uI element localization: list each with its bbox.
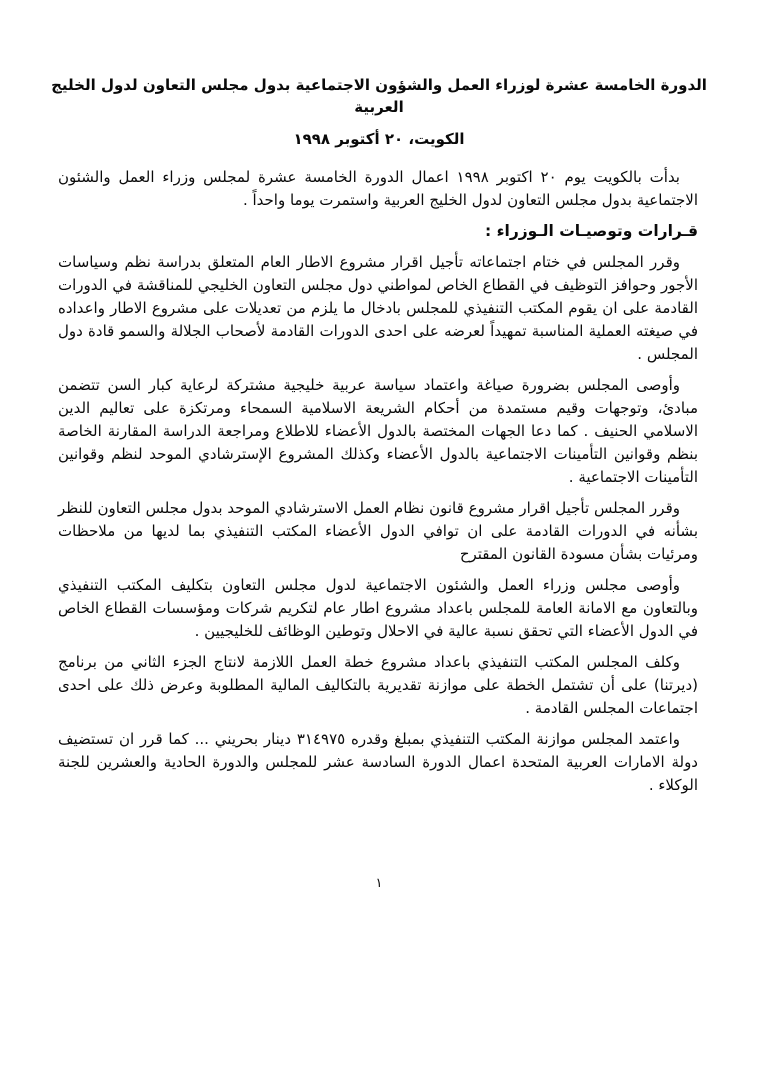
page-footer (0, 872, 758, 891)
intro-paragraph: بدأت بالكويت يوم ٢٠ اكتوبر ١٩٩٨ اعمال الدورة الخامسة عشرة لمجلس وزراء العمل والشئون الاجتماعية بدول مجلس التعاون لدول الخليج العربية واستمرت يوما واحداً . (58, 168, 698, 209)
body-paragraph-1: وقرر المجلس في ختام اجتماعاته تأجيل اقرار مشروع الاطار العام المتعلق بدراسة نظم وسياسات الأجور وحوافز التوظيف في القطاع الخاص لمواطني دول مجلس التعاون الخليجي للمناقشة في الدورات القادمة على ان يقوم المكتب التنفيذي للمجلس بادخال ما يلزم من تعديلات على مشروع الاطار واعداده في صيغته العملية المناسبة تمهيداً لعرضه على احدى الدورات القادمة لأصحاب الجلالة والسمو قادة دول المجلس . (58, 253, 698, 363)
page-number: ١ (375, 876, 383, 891)
document-title: الدورة الخامسة عشرة لوزراء العمل والشؤون الاجتماعية بدول مجلس التعاون لدول الخليج العربية (51, 76, 707, 116)
body-paragraph-6: واعتمد المجلس موازنة المكتب التنفيذي بمبلغ وقدره ٣١٤٩٧٥ دينار بحريني ... كما قرر ان تستضيف دولة الامارات العربية المتحدة اعمال الدورة السادسة عشر للمجلس والدورة الحادية والعشرين للجنة الوكلاء . (58, 730, 698, 794)
body-paragraph-4: وأوصى مجلس وزراء العمل والشئون الاجتماعية لدول مجلس التعاون بتكليف المكتب التنفيذي وبالتعاون مع الامانة العامة للمجلس باعداد مشروع اطار عام لتكريم شركات ومؤسسات القطاع الخاص في الدول الأعضاء التي تحقق نسبة عالية في الاحلال وتوطين الوظائف للخليجيين . (58, 576, 698, 640)
body-paragraph-5: وكلف المجلس المكتب التنفيذي باعداد مشروع خطة العمل اللازمة لانتاج الجزء الثاني من برنامج (ديرتنا) على أن تشتمل الخطة على موازنة تقديرية بالتكاليف المالية المطلوبة وعرض ذلك على احدى اجتماعات المجلس القادمة . (58, 653, 698, 717)
body-paragraph-3: وقرر المجلس تأجيل اقرار مشروع قانون نظام العمل الاسترشادي الموحد بدول مجلس التعاون للنظر بشأنه في الدورات القادمة على ان توافي الدول الأعضاء المكتب التنفيذي بما لديها من ملاحظات ومرئيات بشأن مسودة القانون المقترح (58, 499, 698, 563)
document-header (0, 0, 758, 150)
document-subtitle-date: الكويت، ٢٠ أكتوبر ١٩٩٨ (293, 130, 465, 148)
section-heading-decisions: قـرارات وتوصيـات الـوزراء : (484, 222, 698, 240)
document-body (58, 166, 698, 797)
body-paragraph-2: وأوصى المجلس بضرورة صياغة واعتماد سياسة عربية خليجية مشتركة لرعاية كبار السن تتضمن مبادئ، وتوجهات وقيم مستمدة من أحكام الشريعة الاسلامية السمحاء ومرتكزة على تعاليم الدين الاسلامي الحنيف . كما دعا الجهات المختصة بالدول الأعضاء للاطلاع ومراجعة الدراسة المقارنة الخاصة بنظم وقوانين التأمينات الاجتماعية بالدول الأعضاء وكذلك المشروع الإسترشادي الموحد لنظم وقوانين التأمينات الاجتماعية . (58, 376, 698, 486)
